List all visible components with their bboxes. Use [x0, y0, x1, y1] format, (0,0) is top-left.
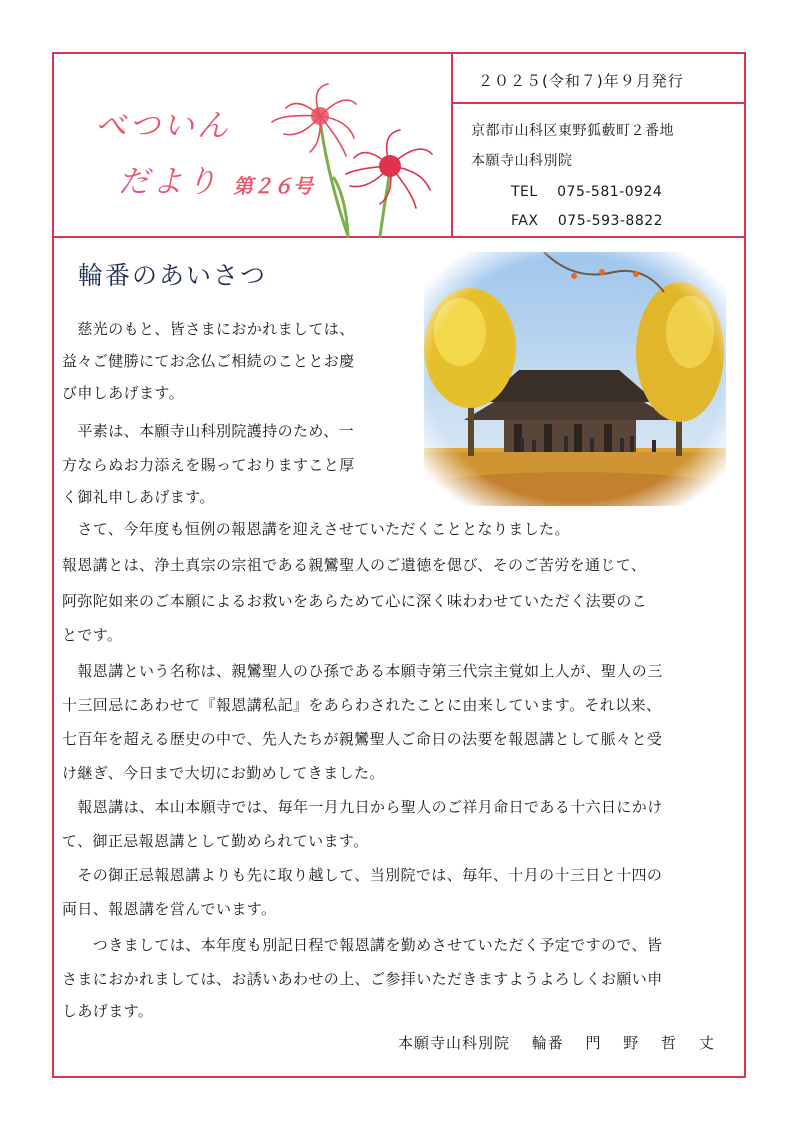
paragraph-line: 十三回忌にあわせて『報恩講私記』をあらわされたことに由来しています。それ以来、 [62, 696, 662, 714]
paragraph-line: く御礼申しあげます。 [62, 488, 215, 506]
newsletter-title-line2: だより [118, 164, 220, 200]
address: 京都市山科区東野狐藪町２番地 [471, 123, 674, 139]
paragraph-line: 益々ご健勝にてお念仏ご相続のこととお慶 [62, 352, 355, 370]
telephone: TEL 075-581-0924 [511, 184, 663, 200]
paragraph-line: 方ならぬお力添えを賜っておりますこと厚 [62, 456, 355, 474]
flower-left [272, 84, 356, 156]
paragraph-line: さまにおかれましては、お誘いあわせの上、ご参拝いただきますようよろしくお願い申 [62, 970, 663, 988]
paragraph-line: び申しあげます。 [62, 384, 185, 402]
paragraph-line: 報恩講という名称は、親鸞聖人のひ孫である本願寺第三代宗主覚如上人が、聖人の三 [62, 662, 663, 680]
newsletter-title-line1: べついん [95, 108, 231, 144]
date-divider [451, 102, 746, 104]
paragraph-line: とです。 [62, 626, 123, 644]
paragraph-line: 阿弥陀如来のご本願によるお救いをあらためて心に深く味わわせていただく法要のこ [62, 592, 648, 610]
publication-date: ２０２５(令和７)年９月発行 [478, 72, 684, 90]
issue-number: 第２６号 [233, 174, 313, 198]
paragraph-line: け継ぎ、今日まで大切にお勤めしてきました。 [62, 764, 385, 782]
paragraph-line: て、御正忌報恩講として勤められています。 [62, 832, 369, 850]
article-heading: 輪番のあいさつ [78, 261, 268, 290]
flower-right [346, 130, 432, 208]
organization-name: 本願寺山科別院 [471, 153, 573, 169]
paragraph-line: 七百年を超える歴史の中で、先人たちが親鸞聖人ご命日の法要を報恩講として脈々と受 [62, 730, 663, 748]
paragraph-line: 平素は、本願寺山科別院護持のため、一 [62, 422, 355, 440]
fax: FAX 075-593-8822 [511, 213, 664, 229]
paragraph-line: しあげます。 [62, 1002, 154, 1020]
paragraph-line: さて、今年度も恒例の報恩講を迎えさせていただくこととなりました。 [62, 520, 570, 538]
temple-photo [424, 252, 726, 506]
paragraph-line: 慈光のもと、皆さまにおかれましては、 [62, 320, 355, 338]
signature: 本願寺山科別院 輪番 門 野 哲 丈 [398, 1034, 715, 1052]
paragraph-line: その御正忌報恩講よりも先に取り越して、当別院では、毎年、十月の十三日と十四の [62, 866, 663, 884]
paragraph-line: つきましては、本年度も別記日程で報恩講を勤めさせていただく予定ですので、皆 [62, 936, 663, 954]
paragraph-line: 報恩講とは、浄土真宗の宗祖である親鸞聖人のご遺徳を偲び、そのご苦労を通じて、 [62, 556, 647, 574]
paragraph-line: 報恩講は、本山本願寺では、毎年一月九日から聖人のご祥月命日である十六日にかけ [62, 798, 663, 816]
paragraph-line: 両日、報恩講を営んでいます。 [62, 900, 277, 918]
spider-lily-illustration [262, 78, 452, 238]
